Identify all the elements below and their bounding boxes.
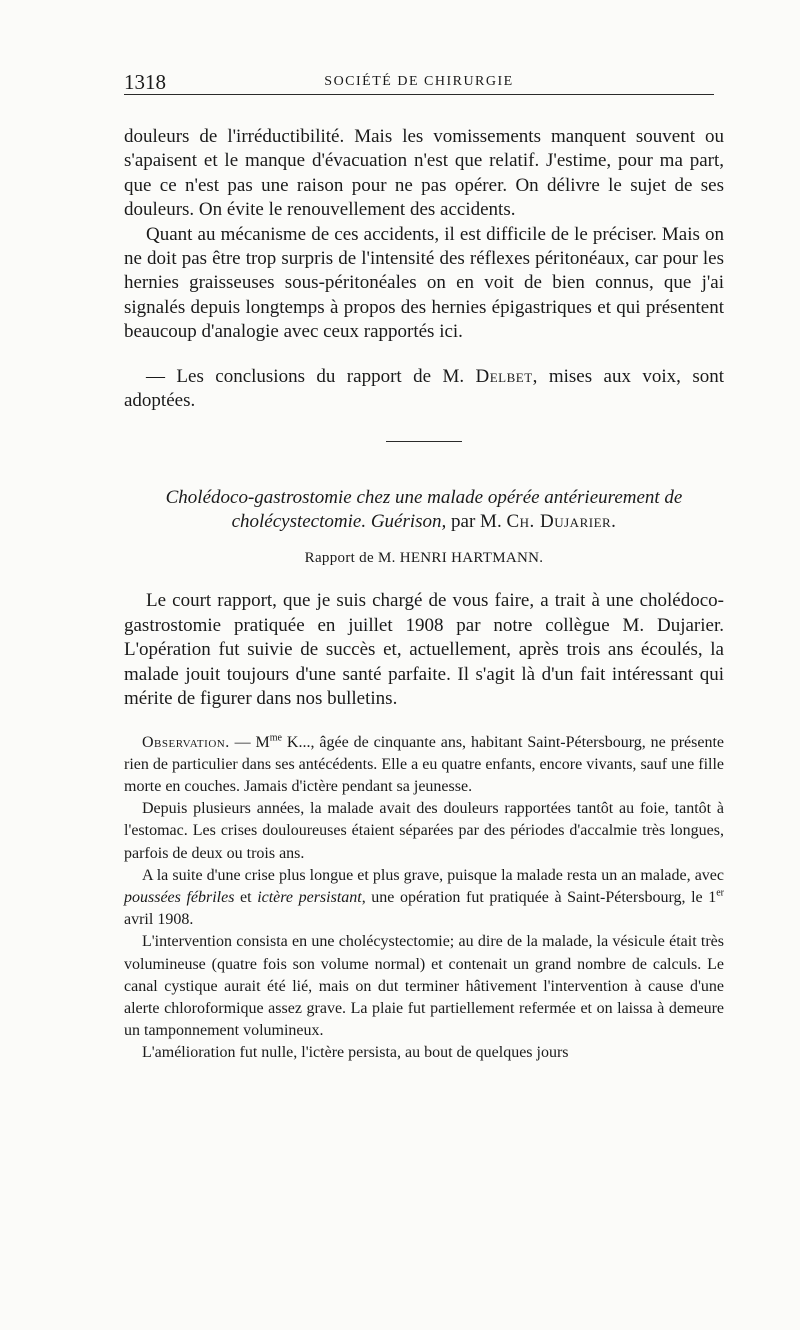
report-text xyxy=(124,589,724,711)
section-divider xyxy=(386,441,462,442)
article-title-text: Cholédoco-gastrostomie chez une malade opérée antérieurement de cholécystectomie. Guérison, xyxy=(165,487,683,533)
observation-text: — M xyxy=(229,733,270,751)
observation-text: avril 1908. xyxy=(124,911,194,929)
observation-label: Observation. xyxy=(142,733,230,751)
report-author: HENRI HARTMANN. xyxy=(399,550,544,567)
article-title xyxy=(124,486,724,534)
article-author: Ch. Dujarier. xyxy=(506,511,617,533)
observation-paragraph: Depuis plusieurs années, la malade avait des douleurs rapportées tantôt au foie, tantôt à l'estomac. Les crises douloureuses étaient séparées par des périodes d'accalmie très longues, parfois de deux ou trois ans. xyxy=(124,800,724,862)
conclusion-text: , mises aux voix, sont adoptées. xyxy=(124,365,725,412)
italic-term: ictère persistant xyxy=(257,888,362,906)
observation-paragraph xyxy=(124,732,724,799)
observation-text: et xyxy=(234,888,258,906)
page-header xyxy=(124,66,714,95)
observation-text: A la suite d'une crise plus longue et plus grave, puisque la malade resta un an malade, avec xyxy=(142,866,724,884)
superscript: me xyxy=(269,732,282,744)
superscript: er xyxy=(716,887,725,899)
observation-section xyxy=(124,732,724,1065)
paragraph: Le court rapport, que je suis chargé de vous faire, a trait à une cholédoco-gastrostomie pratiquée en juillet 1908 par notre collègue M. Dujarier. L'opération fut suivie de succès et, actuellement, après trois ans écoulés, la malade jouit toujours d'une santé parfaite. Il s'agit là d'un fait intéressant qui mérite de figurer dans nos bulletins. xyxy=(124,590,724,710)
rapporteur-name: Delbet xyxy=(475,365,533,387)
continued-text xyxy=(124,125,724,413)
paragraph: Quant au mécanisme de ces accidents, il est difficile de le préciser. Mais on ne doit pas être trop surpris de l'intensité des réflexes péritonéaux, car pour les hernies graisseuses sous-péritonéales on en voit de bien connus, que j'ai signalés depuis longtemps à propos des hernies épigastriques et qui présentent beaucoup d'analogie avec ceux rapportés ici. xyxy=(124,223,724,343)
conclusion-paragraph xyxy=(124,365,724,414)
observation-text: K..., âgée de cinquante ans, habitant Saint-Pétersbourg, ne présente rien de particulier dans ses antécédents. Elle a eu quatre enfants, encore vivants, sauf une fille morte en couches. Jamais d'ictère pendant sa jeunesse. xyxy=(124,733,724,795)
italic-term: poussées fébriles xyxy=(124,888,235,906)
observation-paragraph: L'intervention consista en une cholécystectomie; au dire de la malade, la vésicule était très volumineuse (quatre fois son volume normal) et contenait un grand nombre de calculs. Le canal cystique aurait été lié, mais on dut terminer hâtivement l'intervention à cause d'une alerte chloroformique assez grave. La plaie fut partiellement refermée et on laissa à demeure un tamponnement volumineux. xyxy=(124,933,724,1040)
observation-text: , une opération fut pratiquée à Saint-Pétersbourg, le 1 xyxy=(361,888,717,906)
observation-paragraph: L'amélioration fut nulle, l'ictère persista, au bout de quelques jours xyxy=(142,1044,569,1062)
observation-paragraph xyxy=(124,865,724,932)
article-title-by: par M. xyxy=(446,511,507,533)
paragraph: douleurs de l'irréductibilité. Mais les vomissements manquent souvent ou s'apaisent et le manque d'évacuation n'est que relatif. J'estime, pour ma part, que ce n'est pas une raison pour ne pas opérer. On délivre le sujet de ses douleurs. On évite le renouvellement des accidents. xyxy=(124,126,724,221)
running-title: SOCIÉTÉ DE CHIRURGIE xyxy=(324,74,514,89)
conclusion-text: — Les conclusions du rapport de M. xyxy=(146,365,476,387)
page-number: 1318 xyxy=(124,70,166,94)
report-prefix: Rapport de M. xyxy=(304,550,400,567)
book-page xyxy=(124,66,724,1065)
report-byline xyxy=(124,550,724,567)
